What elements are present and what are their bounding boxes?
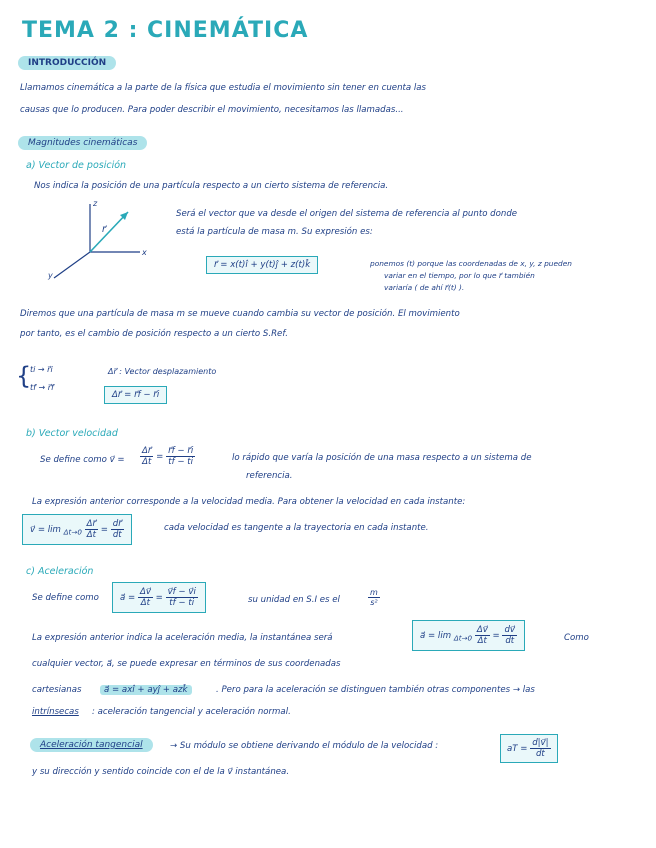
tangential-text: → Su módulo se obtiene derivando el módulo de la velocidad : — [170, 741, 439, 751]
velocity-def-fraction: $\frac{\Delta r⃗}{\Delta t}$ = $\frac{r⃗f - r⃗i}{tf - ti}$ — [142, 446, 194, 467]
at-prefix: aT = — [507, 744, 528, 754]
acc-intrinsic-rest: : aceleración tangencial y aceleración normal. — [92, 707, 291, 717]
velocity-i1-den: Δt — [86, 530, 96, 540]
section-a-heading: a) Vector de posición — [26, 160, 127, 171]
velocity-media: La expresión anterior corresponde a la velocidad media. Para obtener la velocidad en cada instante: — [32, 497, 466, 507]
position-note-2: variar en el tiempo, por lo que r⃗ también — [384, 271, 535, 280]
section-b-heading: b) Vector velocidad — [26, 428, 118, 439]
position-note-1: ponemos (t) porque las coordenadas de x, y, z pueden — [370, 259, 572, 268]
acc-i2-num: dv⃗ — [504, 625, 515, 635]
acc-i1-num: Δv⃗ — [476, 625, 488, 635]
acc-i2-den: dt — [505, 636, 515, 646]
acc-lim-sub: Δt→0 — [453, 633, 473, 643]
velocity-def-text-1: lo rápido que varía la posición de una masa respecto a un sistema de — [232, 453, 532, 463]
section-a-desc-2: está la partícula de masa m. Su expresión es: — [176, 227, 373, 237]
page-title: TEMA 2 : CINEMÁTICA — [22, 18, 309, 43]
displacement-formula: Δr⃗ = r⃗f − r⃗i — [104, 386, 167, 404]
acc-def-prefix: Se define como — [32, 593, 99, 603]
acc-unit-text: su unidad en S.I es el — [248, 595, 340, 605]
acc-def-formula: a⃗ = $\frac{\Delta v⃗}{\Delta t}$ = $\frac{v⃗f - v⃗i}{tf - ti}$ — [112, 582, 206, 613]
acc-cart-formula-text: a⃗ = axî + ayĵ + azk̂ — [100, 685, 192, 695]
velocity-i2-num: dr⃗ — [112, 519, 122, 529]
velocity-instant-text: cada velocidad es tangente a la trayectoria en cada instante. — [164, 523, 429, 533]
acc-f2-num: v⃗f − v⃗i — [167, 587, 196, 597]
position-note-3: variaría ( de ahí r⃗(t) ). — [384, 283, 465, 292]
intro-line-2: causas que lo producen. Para poder describir el movimiento, necesitamos las llamadas... — [20, 105, 404, 115]
at-den: dt — [535, 749, 545, 759]
acc-f2-den: tf − ti — [169, 598, 195, 608]
axis-x-label: x — [142, 248, 147, 257]
acc-f1-den: Δt — [140, 598, 151, 608]
velocity-i2-den: dt — [112, 530, 122, 540]
velocity-f1-den: Δt — [142, 457, 152, 467]
final-time: tf → r⃗f — [30, 383, 54, 392]
vector-r-label: r⃗ — [102, 225, 106, 235]
at-num: d|v⃗| — [532, 738, 549, 748]
acc-lim: a⃗ = lim — [420, 631, 452, 641]
velocity-f1-num: Δr⃗ — [142, 446, 152, 456]
tangential-line-2: y su dirección y sentido coincide con el de la v⃗ instantánea. — [32, 767, 290, 777]
intro-line-1: Llamamos cinemática a la parte de la física que estudia el movimiento sin tener en cuenta las — [20, 83, 427, 93]
velocity-def-text-2: referencia. — [246, 471, 293, 481]
axis-y-label: y — [48, 271, 53, 280]
section-c-heading: c) Aceleración — [26, 566, 94, 577]
initial-time: ti → r⃗i — [30, 365, 53, 374]
intro-heading: INTRODUCCIÓN — [18, 56, 116, 70]
acc-i1-den: Δt — [477, 636, 487, 646]
acc-media: La expresión anterior indica la aceleración media, la instantánea será — [32, 633, 333, 643]
position-vector — [90, 212, 128, 252]
tangential-heading: Aceleración tangencial — [30, 738, 153, 752]
velocity-lim-sub: Δt→0 — [63, 527, 82, 537]
acc-f1-num: Δv⃗ — [139, 587, 151, 597]
acc-instant-formula: a⃗ = lim $_{\Delta t\to 0}$ $\frac{\Delta v⃗}{\Delta t}$ = $\frac{dv⃗}{dt}$ — [412, 620, 525, 651]
y-axis — [54, 252, 90, 278]
position-formula: r⃗ = x(t)î + y(t)ĵ + z(t)k̂ — [206, 256, 318, 274]
displacement-label: Δr⃗ : Vector desplazamiento — [108, 367, 217, 376]
movement-line-1: Diremos que una partícula de masa m se mueve cuando cambia su vector de posición. El movimiento — [20, 309, 460, 319]
velocity-lim: v⃗ = lim — [30, 525, 61, 535]
section-a-desc-1: Será el vector que va desde el origen del sistema de referencia al punto donde — [176, 209, 518, 219]
velocity-def-prefix: Se define como v⃗ = — [40, 455, 125, 465]
tangential-formula — [500, 734, 558, 763]
velocity-i1-num: Δr⃗ — [86, 519, 97, 529]
acc-unit-den: s² — [370, 598, 378, 607]
acc-como: Como — [564, 633, 589, 643]
acc-eq: a⃗ = — [120, 593, 136, 603]
acc-cart-suffix: . Pero para la aceleración se distinguen también otras componentes → las — [216, 685, 535, 695]
velocity-instant-formula: v⃗ = lim $_{\Delta t\to 0}$ $\frac{\Delta r⃗}{\Delta t}$ = $\frac{dr⃗}{dt}$ — [22, 514, 132, 545]
acc-intrinsic: intrínsecas — [32, 707, 79, 717]
acc-cart-prefix: cartesianas — [32, 685, 82, 695]
acc-coord-line: cualquier vector, a⃗, se puede expresar en términos de sus coordenadas — [32, 659, 341, 669]
axes-diagram — [40, 196, 150, 286]
movement-line-2: por tanto, es el cambio de posición respecto a un cierto S.Ref. — [20, 329, 288, 339]
axis-z-label: z — [93, 199, 98, 208]
section-a-line-1: Nos indica la posición de una partícula respecto a un cierto sistema de referencia. — [34, 181, 389, 191]
acc-unit — [368, 588, 380, 607]
brace: { — [16, 362, 32, 390]
velocity-f2-den: tf − ti — [168, 457, 194, 467]
acc-unit-num: m — [370, 588, 378, 597]
velocity-f2-num: r⃗f − r⃗i — [168, 446, 194, 456]
magnitudes-heading: Magnitudes cinemáticas — [18, 136, 147, 150]
acc-cart-formula — [100, 682, 192, 698]
